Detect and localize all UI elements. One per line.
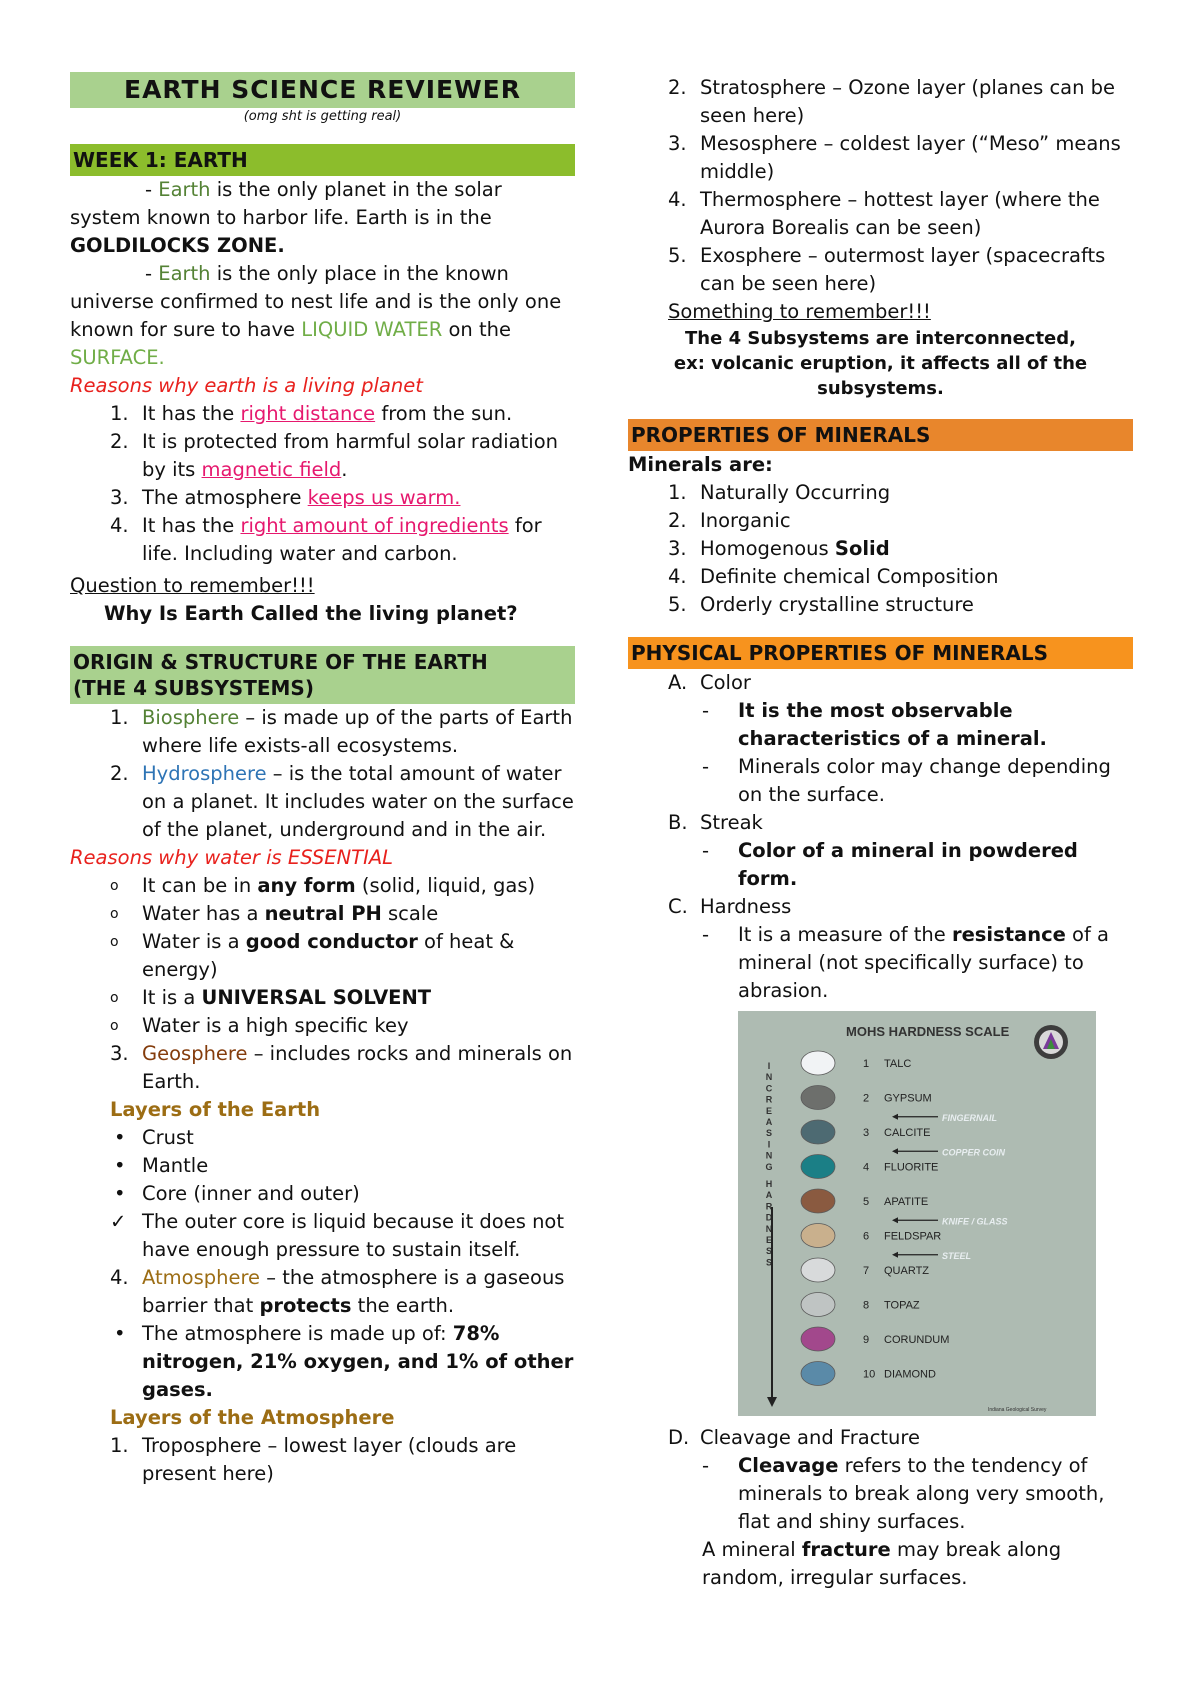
list-item: 2. It is protected from harmful solar radiation by its magnetic field. xyxy=(110,430,558,481)
water-reasons-heading: Reasons why water is ESSENTIAL xyxy=(70,846,394,869)
mineral-name: CALCITE xyxy=(884,1127,931,1139)
right-column xyxy=(628,74,1133,1592)
mineral-name: TALC xyxy=(884,1058,912,1070)
list-item: • Mantle xyxy=(114,1154,209,1177)
list-item-biosphere: 1. Biosphere – is made up of the parts of Earth where life exists-all ecosystems. xyxy=(110,706,573,757)
mineral-number: 7 xyxy=(863,1265,870,1277)
living-planet-reasons-list xyxy=(70,400,575,568)
side-letter: N xyxy=(765,1150,773,1161)
atmosphere-layers-list xyxy=(628,74,1133,298)
earth-paragraph-2: - Earth is the only place in the known universe confirmed to nest life and is the only one known for sure to have LIQUID WATER on the SURFACE. xyxy=(70,262,562,369)
side-letter: R xyxy=(765,1094,773,1105)
week1-heading: WEEK 1: EARTH xyxy=(70,144,575,176)
side-letter: S xyxy=(765,1128,773,1139)
property-detail: - Cleavage refers to the tendency of minerals to break along very smooth, flat and shiny surfaces. xyxy=(702,1454,1105,1533)
mineral-name: DIAMOND xyxy=(884,1368,936,1381)
reference-label: KNIFE / GLASS xyxy=(942,1216,1008,1227)
mineral-number: 4 xyxy=(863,1161,870,1174)
list-item: 1. Naturally Occurring xyxy=(668,481,891,504)
list-item: 2. Inorganic xyxy=(668,509,791,532)
earth-layers-list xyxy=(70,1124,575,1208)
reference-label: STEEL xyxy=(942,1250,972,1261)
atmosphere-makeup: • The atmosphere is made up of: 78% nitrogen, 21% oxygen, and 1% of other gases. xyxy=(114,1322,574,1401)
list-item-geosphere: 3. Geosphere – includes rocks and minerals on Earth. xyxy=(110,1042,573,1093)
left-column xyxy=(70,72,575,1488)
side-letter: D xyxy=(765,1212,773,1223)
earth-paragraph-1: - Earth is the only planet in the solar system known to harbor life. Earth is in the GOLDILOCKS ZONE. xyxy=(70,178,502,257)
mineral-number: 10 xyxy=(863,1368,876,1381)
mineral-sample-icon xyxy=(801,1224,835,1248)
mineral-sample-icon xyxy=(801,1086,835,1110)
mohs-chart-svg xyxy=(738,1011,1096,1416)
list-item: 3. The atmosphere keeps us warm. xyxy=(110,486,461,509)
mohs-hardness-scale-figure xyxy=(738,1011,1096,1416)
property-detail: - It is a measure of the resistance of a mineral (not specifically surface) to abrasion. xyxy=(702,923,1110,1002)
list-item: 1. It has the right distance from the sun. xyxy=(110,402,513,425)
mineral-name: TOPAZ xyxy=(884,1299,920,1312)
page-title: EARTH SCIENCE REVIEWER xyxy=(70,72,575,108)
properties-intro: Minerals are: xyxy=(628,453,773,476)
list-item: 5. Orderly crystalline structure xyxy=(668,593,974,616)
side-letter: A xyxy=(765,1190,773,1201)
mineral-number: 6 xyxy=(863,1230,870,1243)
mineral-name: GYPSUM xyxy=(884,1092,932,1105)
mohs-credit: Indiana Geological Survey xyxy=(988,1407,1047,1413)
list-item: • Core (inner and outer) xyxy=(114,1182,360,1205)
property-color: A. Color xyxy=(668,671,751,694)
list-item: 4. Definite chemical Composition xyxy=(668,565,999,588)
side-letter: N xyxy=(765,1072,773,1083)
list-item: o Water is a high specific key xyxy=(110,1014,409,1037)
property-streak: B. Streak xyxy=(668,811,763,834)
origin-heading: ORIGIN & STRUCTURE OF THE EARTH (THE 4 SUBSYSTEMS) xyxy=(70,646,575,704)
side-letter: S xyxy=(765,1246,773,1257)
mineral-name: CORUNDUM xyxy=(884,1334,950,1346)
mineral-number: 5 xyxy=(863,1196,870,1208)
mineral-number: 9 xyxy=(863,1334,870,1346)
properties-heading: PROPERTIES OF MINERALS xyxy=(628,419,1133,451)
side-letter: H xyxy=(765,1179,773,1189)
check-note: ✓ The outer core is liquid because it does not have enough pressure to sustain itself. xyxy=(110,1210,565,1261)
side-letter: S xyxy=(765,1257,773,1268)
side-letter: G xyxy=(765,1161,773,1172)
side-letter: E xyxy=(765,1105,773,1116)
mineral-number: 2 xyxy=(863,1092,870,1105)
mineral-sample-icon xyxy=(801,1258,835,1282)
atmosphere-layers-heading: Layers of the Atmosphere xyxy=(110,1406,395,1429)
reference-label: COPPER COIN xyxy=(942,1147,1006,1158)
mineral-number: 1 xyxy=(863,1058,870,1070)
physical-properties-heading: PHYSICAL PROPERTIES OF MINERALS xyxy=(628,637,1133,669)
fracture-note: A mineral fracture may break along random, irregular surfaces. xyxy=(702,1538,1062,1589)
mineral-name: APATITE xyxy=(884,1196,929,1208)
side-letter: I xyxy=(767,1139,771,1150)
side-letter: N xyxy=(765,1223,773,1234)
list-item: 3. Homogenous Solid xyxy=(668,537,890,560)
mineral-name: QUARTZ xyxy=(884,1265,930,1277)
checkmark-icon: ✓ xyxy=(110,1210,127,1233)
earth-layers-heading: Layers of the Earth xyxy=(110,1098,321,1121)
property-detail: - It is the most observable characteristics of a mineral. xyxy=(702,699,1047,750)
mohs-logo-icon xyxy=(1034,1025,1068,1059)
side-letter: I xyxy=(767,1061,771,1071)
mineral-name: FELDSPAR xyxy=(884,1230,942,1243)
list-item: o Water has a neutral PH scale xyxy=(110,902,439,925)
list-item: o It is a UNIVERSAL SOLVENT xyxy=(110,986,432,1009)
reference-label: FINGERNAIL xyxy=(942,1112,997,1123)
page-subtitle: (omg sht is getting real) xyxy=(243,109,402,124)
list-item: 2. Stratosphere – Ozone layer (planes can be seen here) xyxy=(668,76,1116,127)
property-detail: - Minerals color may change depending on the surface. xyxy=(702,755,1111,806)
mineral-sample-icon xyxy=(801,1120,835,1144)
mineral-sample-icon xyxy=(801,1155,835,1179)
living-planet-reasons-heading: Reasons why earth is a living planet xyxy=(70,374,423,397)
mineral-sample-icon xyxy=(801,1293,835,1317)
properties-list xyxy=(628,479,1133,619)
list-item-hydrosphere: 2. Hydrosphere – is the total amount of water on a planet. It includes water on the surface of the planet, underground and in the air. xyxy=(110,762,574,841)
mohs-title: MOHS HARDNESS SCALE xyxy=(846,1024,1010,1039)
side-letter: E xyxy=(765,1235,773,1245)
side-letter: R xyxy=(765,1201,773,1212)
mineral-sample-icon xyxy=(801,1362,835,1386)
property-cleavage: D. Cleavage and Fracture xyxy=(668,1426,921,1449)
side-letter: A xyxy=(765,1117,773,1127)
mineral-number: 3 xyxy=(863,1127,870,1139)
remember-note: The 4 Subsystems are interconnected, ex: volcanic eruption, it affects all of the subsystems. xyxy=(673,328,1088,399)
mineral-sample-icon xyxy=(801,1051,835,1075)
question-text: Why Is Earth Called the living planet? xyxy=(104,602,518,625)
list-item-troposphere: 1. Troposphere – lowest layer (clouds are present here) xyxy=(110,1434,517,1485)
list-item-atmosphere: 4. Atmosphere – the atmosphere is a gaseous barrier that protects the earth. xyxy=(110,1266,565,1317)
list-item: 4. Thermosphere – hottest layer (where the Aurora Borealis can be seen) xyxy=(668,188,1100,239)
mineral-sample-icon xyxy=(801,1327,835,1351)
list-item: 5. Exosphere – outermost layer (spacecrafts can be seen here) xyxy=(668,244,1106,295)
list-item: o Water is a good conductor of heat & energy) xyxy=(110,930,515,981)
question-label: Question to remember!!! xyxy=(70,574,315,597)
water-reasons-list xyxy=(70,872,575,1040)
mineral-number: 8 xyxy=(863,1299,870,1312)
list-item: o It can be in any form (solid, liquid, gas) xyxy=(110,874,536,897)
list-item: 3. Mesosphere – coldest layer (“Meso” means middle) xyxy=(668,132,1121,183)
property-detail: - Color of a mineral in powdered form. xyxy=(702,839,1078,890)
remember-label: Something to remember!!! xyxy=(668,300,931,323)
property-hardness: C. Hardness xyxy=(668,895,792,918)
mineral-sample-icon xyxy=(801,1189,835,1213)
list-item: 4. It has the right amount of ingredients for life. Including water and carbon. xyxy=(110,514,542,565)
list-item: • Crust xyxy=(114,1126,194,1149)
side-letter: C xyxy=(765,1083,773,1094)
mineral-name: FLUORITE xyxy=(884,1161,939,1174)
